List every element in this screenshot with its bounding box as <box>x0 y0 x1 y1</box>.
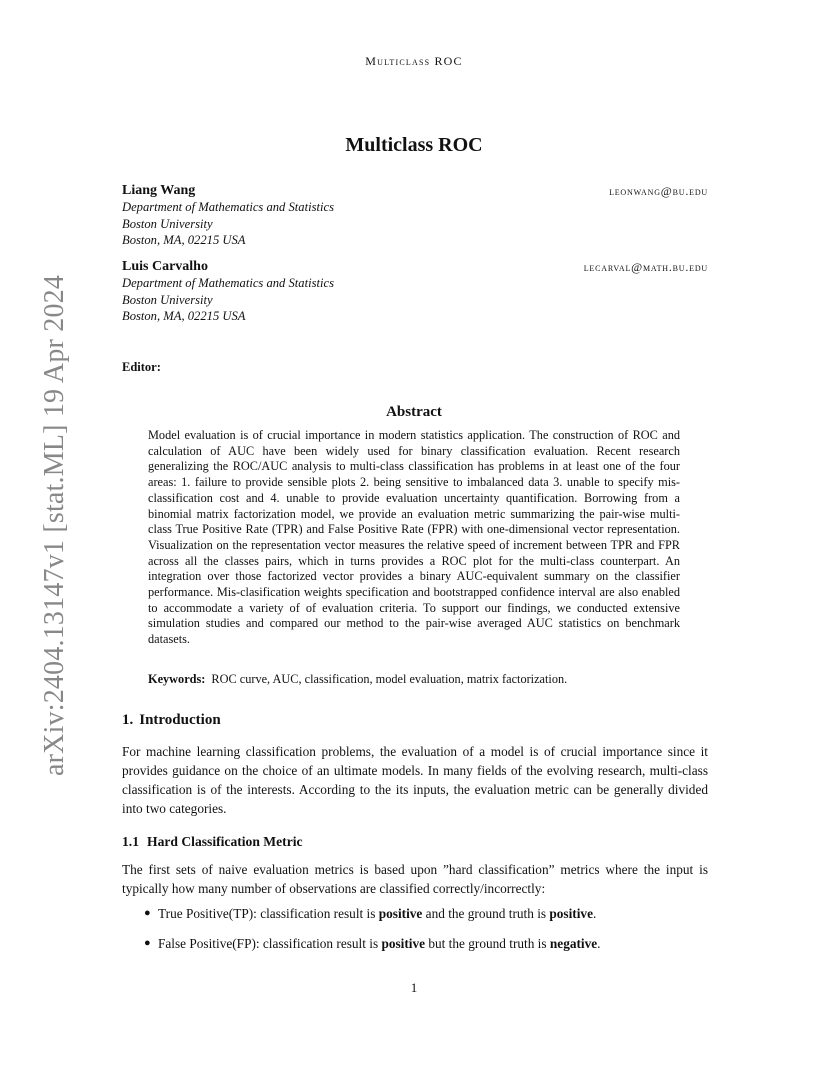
arxiv-identifier: arXiv:2404.13147v1 [stat.ML] 19 Apr 2024 <box>39 274 70 776</box>
bullet-text: but the ground truth is <box>425 936 550 951</box>
abstract-heading: Abstract <box>386 404 442 420</box>
running-head: Multiclass ROC <box>365 54 463 68</box>
author-affiliation-line: Boston, MA, 02215 USA <box>122 309 246 323</box>
bullet-text: . <box>597 936 601 951</box>
subsection-heading <box>122 834 303 850</box>
editor-label: Editor: <box>122 360 161 374</box>
keywords-label: Keywords: <box>148 672 206 686</box>
bullet-list <box>122 904 708 964</box>
author-affiliation-line: Boston, MA, 02215 USA <box>122 233 246 247</box>
page-number: 1 <box>410 980 418 995</box>
list-item <box>122 934 708 953</box>
bullet-emphasis: positive <box>549 906 593 921</box>
author-affiliation-line: Department of Mathematics and Statistics <box>122 276 334 290</box>
subsection-title: Hard Classification Metric <box>147 834 303 849</box>
section-heading <box>122 712 221 729</box>
hard-metric-paragraph: The first sets of naive evaluation metrics is based upon ”hard classification” metrics where the input is typically how many number of observations are classified correctly/incorrectly: <box>122 862 708 896</box>
bullet-emphasis: positive <box>378 906 423 921</box>
section-number: 1. <box>122 712 134 728</box>
bullet-text: . <box>592 906 597 921</box>
bullet-emphasis: negative <box>549 936 598 951</box>
author-name: Luis Carvalho <box>122 259 208 274</box>
bullet-icon: ● <box>144 907 151 919</box>
author-email[interactable]: leonwang@bu.edu <box>609 184 708 198</box>
bullet-text: and the ground truth is <box>422 906 550 921</box>
author-block <box>122 258 708 325</box>
keywords-line <box>148 672 680 688</box>
author-affiliation-line: Boston University <box>122 292 213 307</box>
section-title: Introduction <box>139 712 221 728</box>
intro-paragraph: For machine learning classification problems, the evaluation of a model is of crucial importance since it provides guidance on the choice of an ultimate models. In many fields of the evolving research, multi-class classification is of the interests. According to the its inputs, the evaluation metric can be generally divided into two categories. <box>122 744 708 816</box>
author-email[interactable]: lecarval@math.bu.edu <box>583 260 708 274</box>
list-item <box>122 904 708 923</box>
subsection-number: 1.1 <box>122 834 139 849</box>
author-affiliation-line: Department of Mathematics and Statistics <box>122 200 334 214</box>
author-name: Liang Wang <box>122 183 196 198</box>
bullet-text: False Positive(FP): classification result is <box>158 936 382 951</box>
keywords-list: ROC curve, AUC, classification, model evaluation, matrix factorization. <box>211 672 568 686</box>
author-affiliation-line: Boston University <box>122 216 213 231</box>
bullet-text: True Positive(TP): classification result is <box>158 906 379 921</box>
bullet-emphasis: positive <box>381 936 426 951</box>
paper-title: Multiclass ROC <box>345 134 483 156</box>
bullet-icon: ● <box>144 937 151 949</box>
author-block <box>122 182 708 249</box>
abstract-text: Model evaluation is of crucial importance in modern statistics application. The construction of ROC and calculation of AUC have been widely used for binary classification evaluation. Recent research generalizing the ROC/AUC analysis to multi-class classification has problems in at least one of the four areas: 1. failure to provide sensible plots 2. being sensitive to imbalanced data 3. unable to specify mis-classification cost and 4. unable to provide evaluation uncertainty quantification. Borrowing from a binomial matrix factorization model, we provide an evaluation metric summarizing the pair-wise multi-class True Positive Rate (TPR) and False Positive Rate (FPR) with one-dimensional vector representation. Visualization on the representation vector measures the relative speed of increment between TPR and FPR across all the classes pairs, which in turns provides a ROC plot for the multi-class counterpart. An integration over those factorized vector provides a binary AUC-equivalent summary on the classifier performance. Mis-clasification weights specification and bootstrapped confidence interval are also enabled to accommodate a variety of of evaluation criteria. To support our findings, we conducted extensive simulation studies and compared our method to the pair-wise averaged AUC statistics on benchmark datasets. <box>148 428 680 647</box>
